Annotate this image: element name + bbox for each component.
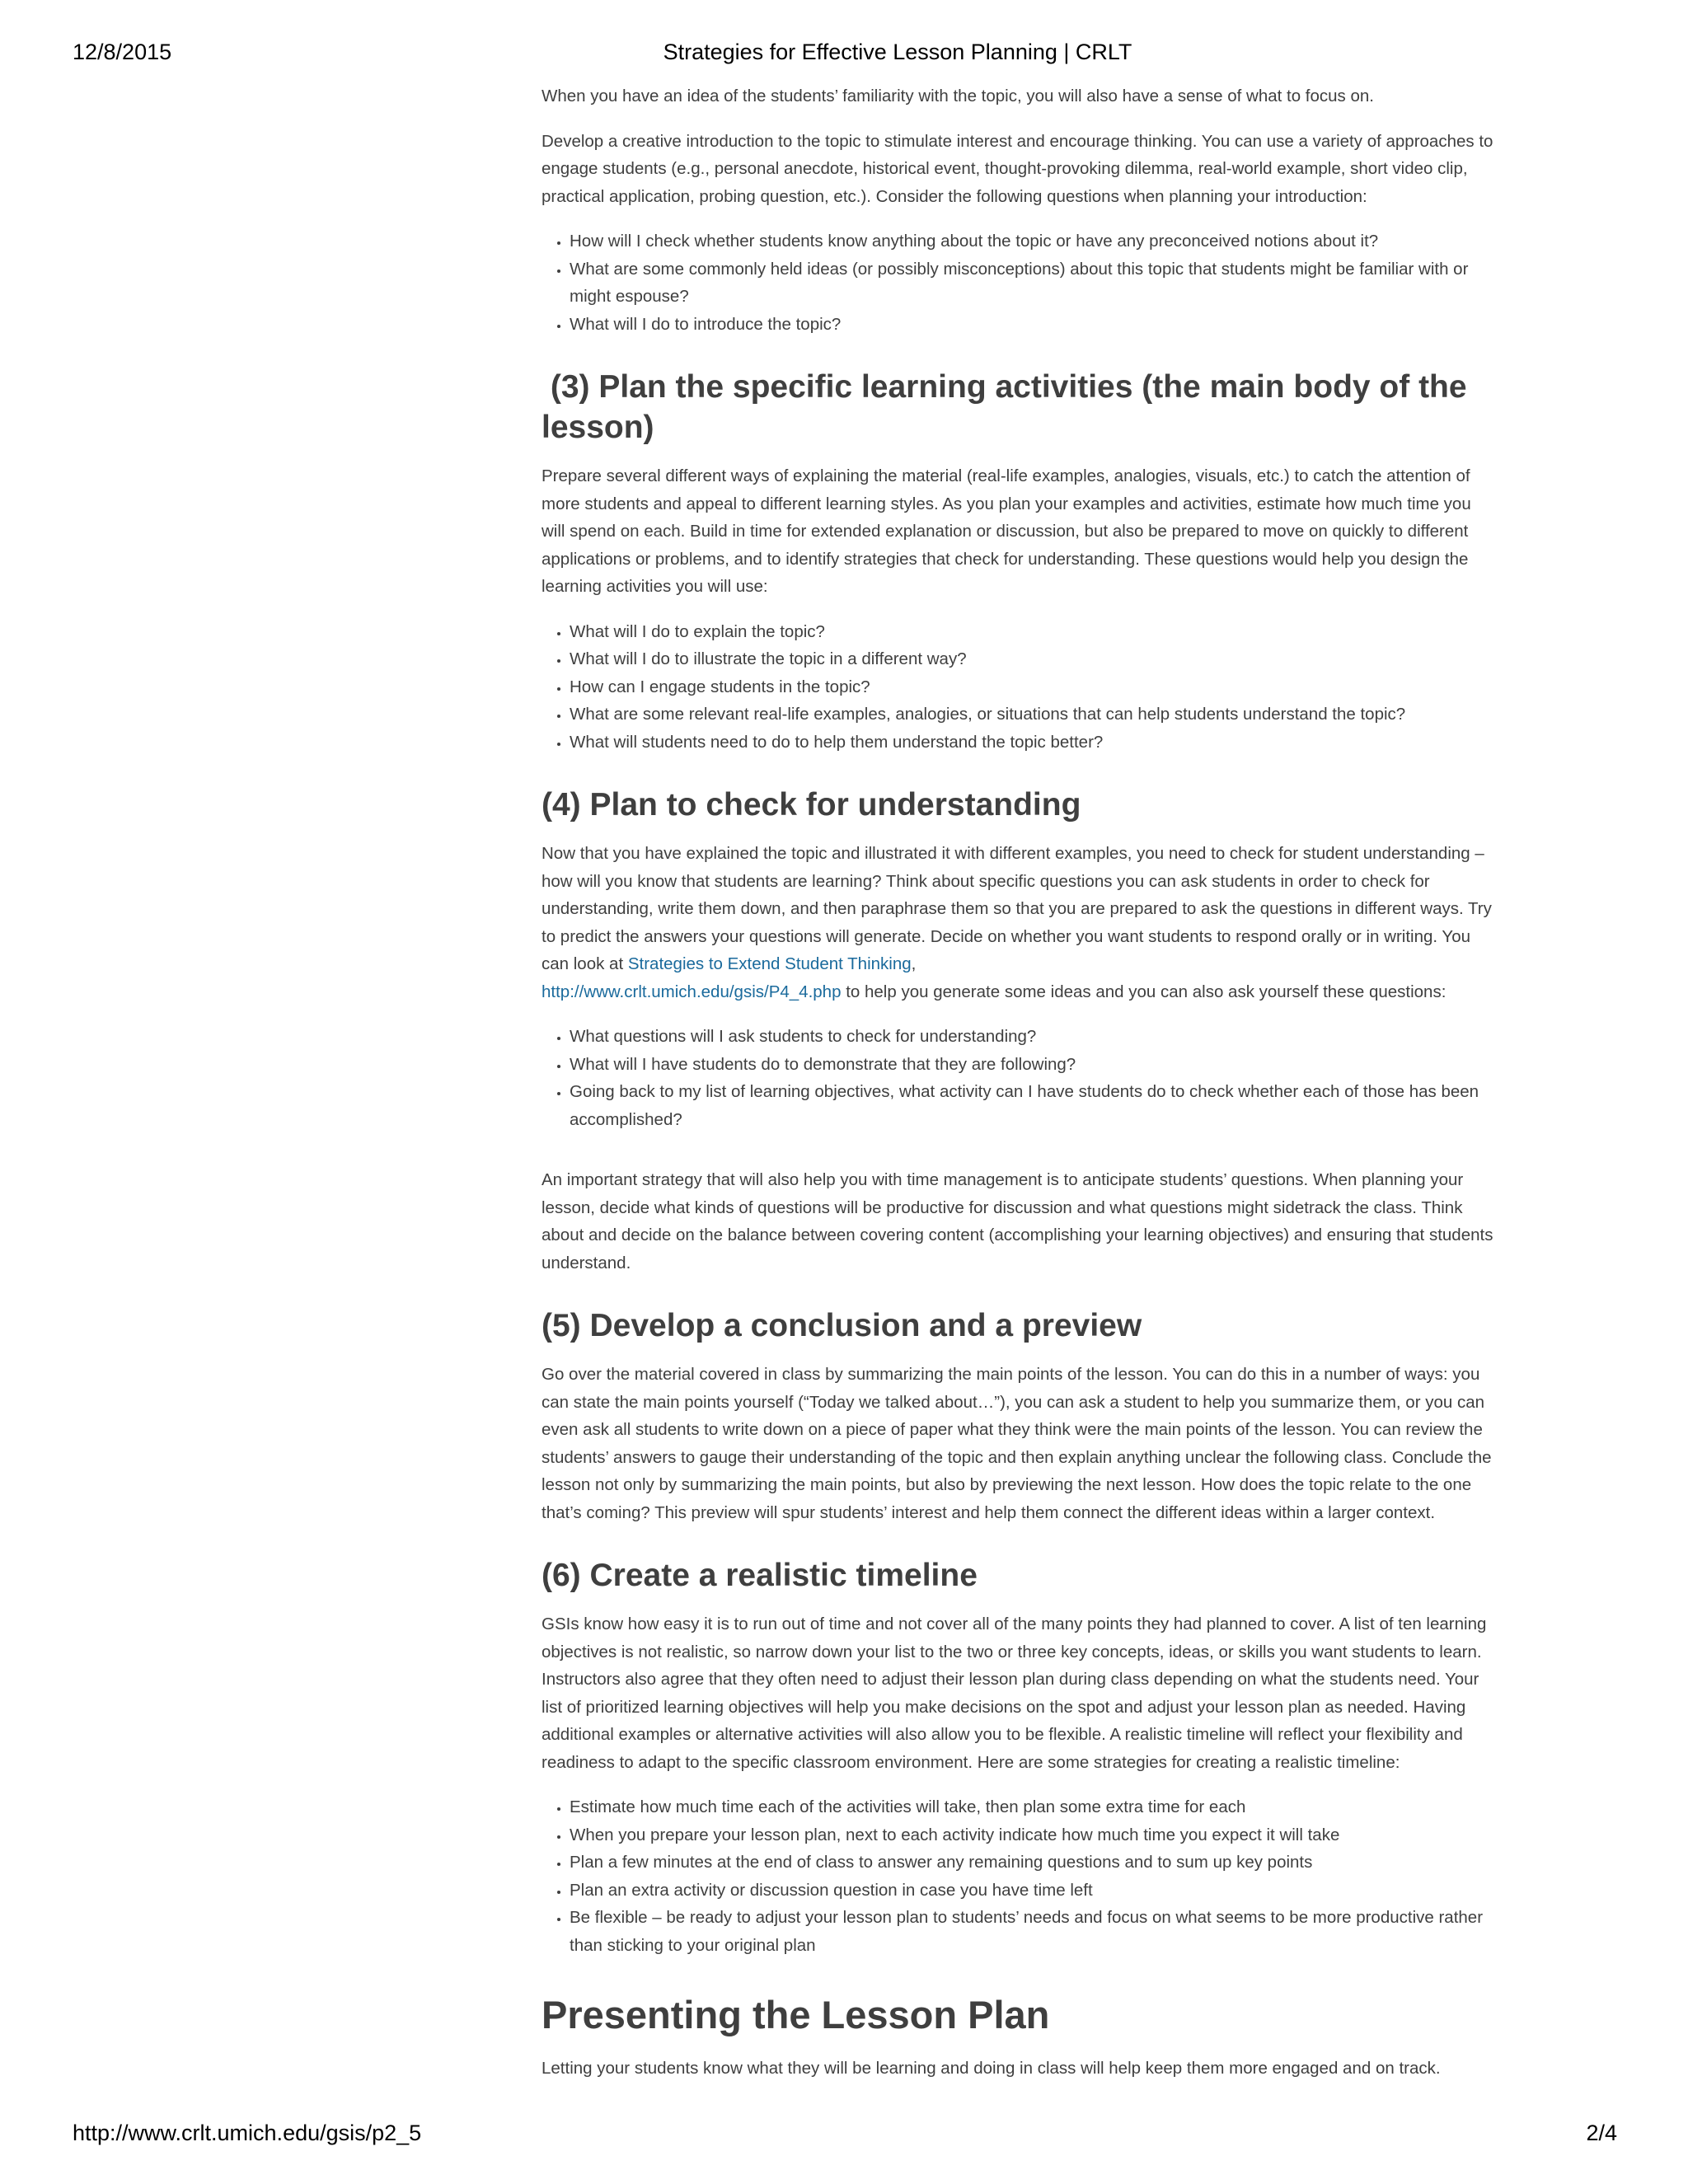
list-item: • What will I do to introduce the topic? bbox=[570, 311, 1498, 339]
print-page-title: Strategies for Effective Lesson Planning | CRLT bbox=[663, 40, 1132, 64]
section-4-text-before-link: Now that you have explained the topic and illustrated it with different examples, you need to check for student understanding – how will you know that students are learning? Think about specific questions you can ask students in order to check for understanding, write them down, and then paraphrase them so that you are prepared to ask the questions in different ways. Try to predict the answers your questions will generate. Decide on whether you want students to respond orally or in writing. You can look at bbox=[542, 844, 1492, 973]
list-item: • Estimate how much time each of the activities will take, then plan some extra time for each bbox=[570, 1793, 1498, 1821]
list-item: • What will I do to illustrate the topic in a different way? bbox=[570, 645, 1498, 673]
list-item: • Plan an extra activity or discussion question in case you have time left bbox=[570, 1877, 1498, 1905]
section-4-text-after-link: to help you generate some ideas and you can also ask yourself these questions: bbox=[841, 982, 1447, 1001]
strategies-extend-thinking-link[interactable]: Strategies to Extend Student Thinking bbox=[627, 954, 912, 973]
section-5-paragraph: Go over the material covered in class by summarizing the main points of the lesson. You can do this in a number of ways: you can state the main points yourself (“Today we talked about…”), you can ask a student to help you summarize them, or you can even ask all students to write down on a piece of paper what they think were the main points of the lesson. You can review the students’ answers to gauge their understanding of the topic and then explain anything unclear the following class. Conclude the lesson not only by summarizing the main points, but also by previewing the next lesson. How does the topic relate to the one that’s coming? This preview will spur students’ interest and help them connect the different ideas within a larger context. bbox=[542, 1365, 1492, 1522]
list-item: • What are some relevant real-life examples, analogies, or situations that can help students understand the topic? bbox=[570, 701, 1498, 729]
list-item: • How will I check whether students know anything about the topic or have any preconceived notions about it? bbox=[570, 227, 1498, 255]
section-5-heading: (5) Develop a conclusion and a preview bbox=[542, 1308, 1142, 1343]
section-4-paragraph-1 bbox=[542, 840, 1498, 1005]
list-item: • What will I do to explain the topic? bbox=[570, 618, 1498, 646]
p4-4-url-link[interactable]: http://www.crlt.umich.edu/gsis/P4_4.php bbox=[542, 982, 842, 1001]
list-item: • When you prepare your lesson plan, next to each activity indicate how much time you expect it will take bbox=[570, 1821, 1498, 1849]
list-item: • Going back to my list of learning objectives, what activity can I have students do to check whether each of those has been accomplished? bbox=[570, 1078, 1498, 1133]
section-4-heading: (4) Plan to check for understanding bbox=[542, 787, 1081, 823]
intro-question-list bbox=[542, 227, 1498, 338]
list-item: • What questions will I ask students to check for understanding? bbox=[570, 1023, 1498, 1051]
intro-paragraph-1: When you have an idea of the students’ familiarity with the topic, you will also have a sense of what to focus on. bbox=[542, 87, 1374, 105]
list-item: • How can I engage students in the topic? bbox=[570, 673, 1498, 701]
print-url: http://www.crlt.umich.edu/gsis/p2_5 bbox=[73, 2121, 422, 2145]
print-date: 12/8/2015 bbox=[73, 40, 172, 64]
section-3-heading: (3) Plan the specific learning activities (the main body of the lesson) bbox=[542, 369, 1476, 445]
section-3-question-list bbox=[542, 618, 1498, 757]
article-body bbox=[542, 82, 1498, 2100]
print-footer bbox=[0, 2121, 1688, 2150]
list-item: • What are some commonly held ideas (or possibly misconceptions) about this topic that students might be familiar with or might espouse? bbox=[570, 255, 1498, 311]
page-number: 2/4 bbox=[1586, 2121, 1617, 2145]
section-3-paragraph: Prepare several different ways of explaining the material (real-life examples, analogies, visuals, etc.) to catch the attention of more students and appeal to different learning styles. As you plan your examples and activities, estimate how much time you will spend on each. Build in time for extended explanation or discussion, but also be prepared to move on quickly to different applications or problems, and to identify strategies that check for understanding. These questions would help you design the learning activities you will use: bbox=[542, 466, 1471, 596]
intro-paragraph-2: Develop a creative introduction to the topic to stimulate interest and encourage thinking. You can use a variety of approaches to engage students (e.g., personal anecdote, historical event, thought-provoking dilemma, real-world example, short video clip, practical application, probing question, etc.). Consider the following questions when planning your introduction: bbox=[542, 131, 1493, 206]
section-4-question-list bbox=[542, 1023, 1498, 1133]
list-item: • Be flexible – be ready to adjust your lesson plan to students’ needs and focus on what seems to be more productive rather than sticking to your original plan bbox=[570, 1904, 1498, 1959]
section-6-heading: (6) Create a realistic timeline bbox=[542, 1558, 978, 1593]
presenting-paragraph: Letting your students know what they will be learning and doing in class will help keep them more engaged and on track. bbox=[542, 2059, 1441, 2078]
section-4-paragraph-2: An important strategy that will also help you with time management is to anticipate students’ questions. When planning your lesson, decide what kinds of questions will be productive for discussion and what questions might sidetrack the class. Think about and decide on the balance between covering content (accomplishing your learning objectives) and ensuring that students understand. bbox=[542, 1170, 1493, 1272]
presenting-heading: Presenting the Lesson Plan bbox=[542, 1993, 1050, 2036]
list-item: • What will I have students do to demonstrate that they are following? bbox=[570, 1051, 1498, 1079]
section-6-paragraph: GSIs know how easy it is to run out of time and not cover all of the many points they had planned to cover. A list of ten learning objectives is not realistic, so narrow down your list to the two or three key concepts, ideas, or skills you want students to learn. Instructors also agree that they often need to adjust their lesson plan during class depending on what the students need. Your list of prioritized learning objectives will help you make decisions on the spot and adjust your lesson plan as needed. Having additional examples or alternative activities will also allow you to be flexible. A realistic timeline will reflect your flexibility and readiness to adapt to the specific classroom environment. Here are some strategies for creating a realistic timeline: bbox=[542, 1615, 1487, 1772]
list-item: • Plan a few minutes at the end of class to answer any remaining questions and to sum up key points bbox=[570, 1849, 1498, 1877]
link-separator: , bbox=[911, 954, 917, 973]
section-6-strategy-list bbox=[542, 1793, 1498, 1959]
print-header bbox=[0, 40, 1688, 69]
list-item: • What will students need to do to help them understand the topic better? bbox=[570, 729, 1498, 757]
